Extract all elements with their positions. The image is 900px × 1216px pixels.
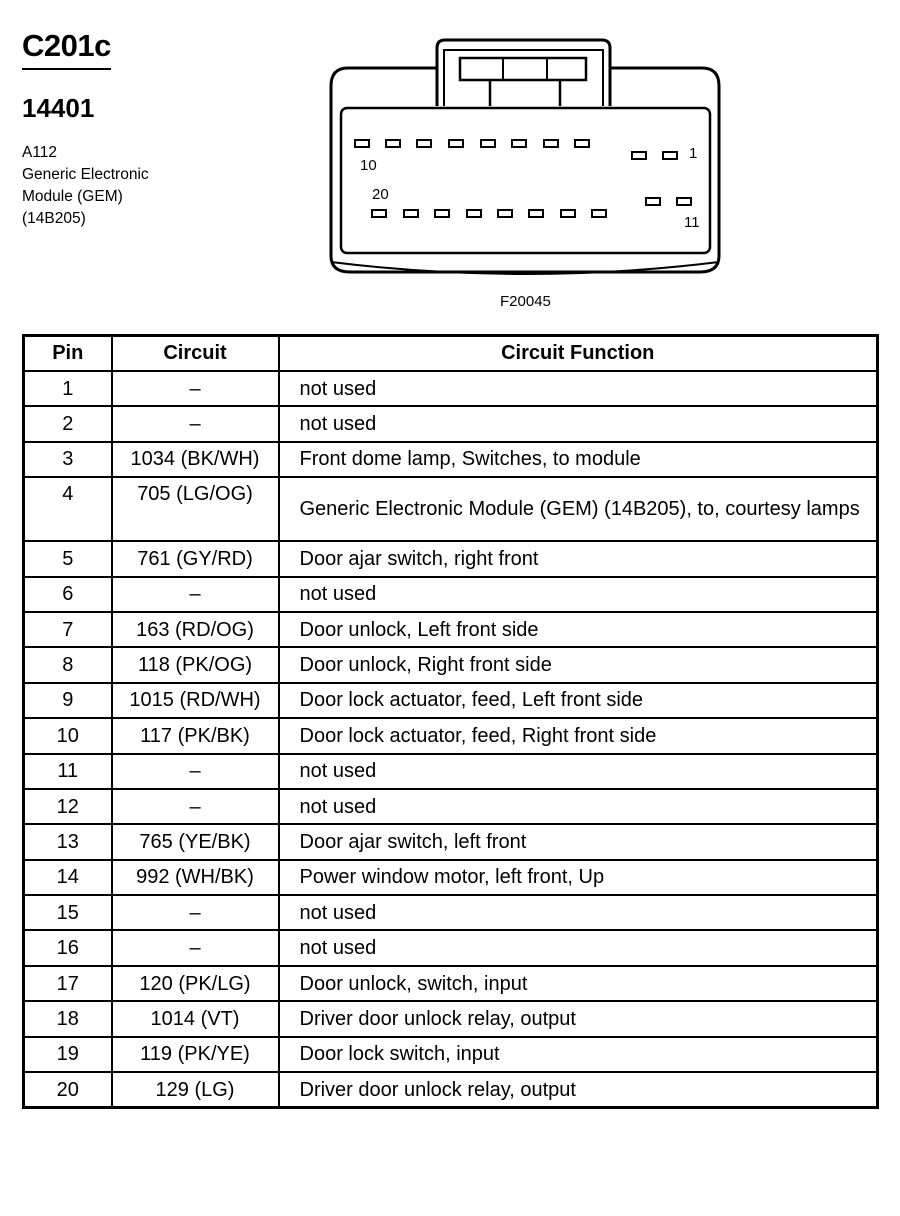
pin-cell: 20	[24, 1072, 112, 1108]
pin-label-20: 20	[372, 186, 389, 203]
function-cell: not used	[279, 577, 878, 612]
terminal	[663, 152, 677, 159]
terminal	[404, 210, 418, 217]
terminal	[677, 198, 691, 205]
header-circuit: Circuit	[112, 336, 279, 372]
pin-cell: 5	[24, 541, 112, 576]
latch-tab	[460, 58, 586, 80]
terminal	[512, 140, 526, 147]
terminal	[575, 140, 589, 147]
function-cell: Door unlock, Left front side	[279, 612, 878, 647]
function-cell: Door unlock, Right front side	[279, 647, 878, 682]
function-cell: Door unlock, switch, input	[279, 966, 878, 1001]
connector-id-title: C201c	[22, 28, 111, 70]
pin-cell: 19	[24, 1037, 112, 1072]
circuit-cell: 118 (PK/OG)	[112, 647, 279, 682]
circuit-cell: –	[112, 406, 279, 441]
circuit-cell: 705 (LG/OG)	[112, 477, 279, 541]
circuit-cell: –	[112, 930, 279, 965]
function-cell: Door ajar switch, left front	[279, 824, 878, 859]
function-cell: Generic Electronic Module (GEM) (14B205), to, courtesy lamps	[279, 477, 878, 541]
pin-cell: 17	[24, 966, 112, 1001]
circuit-cell: 117 (PK/BK)	[112, 718, 279, 753]
table-row	[24, 824, 878, 859]
circuit-cell: 761 (GY/RD)	[112, 541, 279, 576]
table-row	[24, 541, 878, 576]
table-row	[24, 895, 878, 930]
function-cell: not used	[279, 789, 878, 824]
function-cell: Driver door unlock relay, output	[279, 1072, 878, 1108]
pinout-table	[22, 334, 879, 1109]
circuit-cell: 1034 (BK/WH)	[112, 442, 279, 477]
circuit-cell: 1014 (VT)	[112, 1001, 279, 1036]
circuit-cell: –	[112, 754, 279, 789]
function-cell: Power window motor, left front, Up	[279, 860, 878, 895]
function-cell: not used	[279, 930, 878, 965]
function-cell: Door lock switch, input	[279, 1037, 878, 1072]
table-row	[24, 754, 878, 789]
module-description	[22, 142, 149, 230]
table-row	[24, 930, 878, 965]
function-cell: Door ajar switch, right front	[279, 541, 878, 576]
circuit-cell: 1015 (RD/WH)	[112, 683, 279, 718]
function-cell: not used	[279, 406, 878, 441]
circuit-cell: 120 (PK/LG)	[112, 966, 279, 1001]
circuit-cell: 992 (WH/BK)	[112, 860, 279, 895]
pin-cell: 4	[24, 477, 112, 541]
table-row	[24, 371, 878, 406]
pin-cell: 3	[24, 442, 112, 477]
top-row-terminals	[355, 140, 677, 159]
terminal	[386, 140, 400, 147]
table-row	[24, 477, 878, 541]
function-cell: Driver door unlock relay, output	[279, 1001, 878, 1036]
figure-label: F20045	[500, 293, 551, 310]
table-row	[24, 1037, 878, 1072]
pin-cell: 12	[24, 789, 112, 824]
circuit-cell: –	[112, 895, 279, 930]
table-row	[24, 966, 878, 1001]
table-row	[24, 683, 878, 718]
table-row	[24, 406, 878, 441]
description-line: Generic Electronic	[22, 166, 149, 183]
terminal	[467, 210, 481, 217]
circuit-cell: –	[112, 577, 279, 612]
terminal	[544, 140, 558, 147]
circuit-cell: 163 (RD/OG)	[112, 612, 279, 647]
table-row	[24, 789, 878, 824]
pin-cell: 11	[24, 754, 112, 789]
part-number: 14401	[22, 93, 95, 123]
table-row	[24, 860, 878, 895]
terminal	[372, 210, 386, 217]
function-cell: Door lock actuator, feed, Right front side	[279, 718, 878, 753]
connector-face	[341, 108, 710, 253]
function-cell: Door lock actuator, feed, Left front side	[279, 683, 878, 718]
function-cell: not used	[279, 754, 878, 789]
terminal	[592, 210, 606, 217]
terminal	[449, 140, 463, 147]
terminal	[417, 140, 431, 147]
pin-label-1: 1	[689, 145, 698, 162]
terminal	[632, 152, 646, 159]
table-row	[24, 612, 878, 647]
pin-cell: 1	[24, 371, 112, 406]
pin-label-11: 11	[684, 214, 700, 231]
terminal	[435, 210, 449, 217]
connector-face-diagram	[320, 36, 730, 281]
terminal	[529, 210, 543, 217]
description-line: Module (GEM)	[22, 188, 123, 205]
terminal	[355, 140, 369, 147]
table-row	[24, 647, 878, 682]
pin-cell: 13	[24, 824, 112, 859]
description-line: (14B205)	[22, 210, 86, 227]
pin-cell: 9	[24, 683, 112, 718]
terminal	[498, 210, 512, 217]
bottom-row-terminals	[372, 198, 691, 217]
circuit-cell: –	[112, 371, 279, 406]
description-line: A112	[22, 144, 58, 161]
table-row	[24, 577, 878, 612]
pin-cell: 15	[24, 895, 112, 930]
table-row	[24, 1001, 878, 1036]
function-cell: not used	[279, 895, 878, 930]
pin-cell: 18	[24, 1001, 112, 1036]
circuit-cell: 119 (PK/YE)	[112, 1037, 279, 1072]
table-header-row	[24, 336, 878, 372]
terminal	[481, 140, 495, 147]
header-pin: Pin	[24, 336, 112, 372]
pin-cell: 14	[24, 860, 112, 895]
pin-cell: 6	[24, 577, 112, 612]
pin-cell: 16	[24, 930, 112, 965]
terminal	[646, 198, 660, 205]
circuit-cell: 765 (YE/BK)	[112, 824, 279, 859]
function-cell: not used	[279, 371, 878, 406]
table-row	[24, 1072, 878, 1108]
table-row	[24, 718, 878, 753]
function-cell: Front dome lamp, Switches, to module	[279, 442, 878, 477]
terminal	[561, 210, 575, 217]
pin-cell: 8	[24, 647, 112, 682]
table-row	[24, 442, 878, 477]
pin-cell: 10	[24, 718, 112, 753]
pin-cell: 7	[24, 612, 112, 647]
circuit-cell: 129 (LG)	[112, 1072, 279, 1108]
header-circuit-function: Circuit Function	[279, 336, 878, 372]
pin-label-10: 10	[360, 157, 377, 174]
circuit-cell: –	[112, 789, 279, 824]
connector-shell	[331, 106, 719, 272]
pin-cell: 2	[24, 406, 112, 441]
